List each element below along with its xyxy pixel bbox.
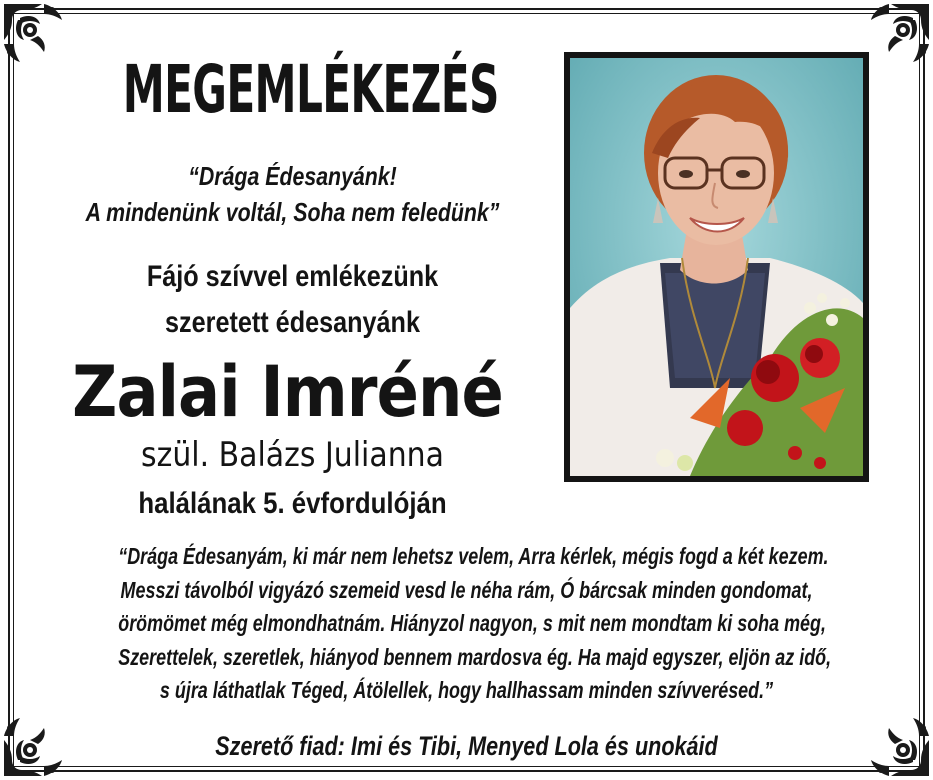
deceased-name: Zalai Imréné bbox=[72, 351, 503, 433]
poem-line: Szerettelek, szeretlek, hiányod bennem mardosva ég. Ha majd egyszer, eljön az idő, bbox=[118, 643, 832, 670]
anniversary-text: halálának 5. évfordulóján bbox=[138, 487, 447, 520]
poem-line: örömömet még elmondhatnám. Hiányzol nagyon, s mit nem mondtam ki soha még, bbox=[118, 610, 826, 636]
family-signoff: Szerető fiad: Imi és Tibi, Menyed Lola és unokáid bbox=[215, 731, 718, 761]
memorial-poem bbox=[20, 540, 913, 708]
intro-line: szeretett édesanyánk bbox=[165, 306, 420, 339]
ornamental-corner-icon bbox=[0, 700, 80, 780]
ornamental-corner-icon bbox=[0, 0, 80, 80]
poem-line: s újra láthatlak Téged, Átölellek, hogy hallhassam minden szívverésed.” bbox=[159, 677, 774, 703]
intro-line: Fájó szívvel emlékezünk bbox=[146, 260, 439, 293]
intro-text bbox=[64, 254, 522, 346]
opening-quote-line: “Drága Édesanyánk! bbox=[188, 161, 397, 191]
opening-quote-line: A mindenünk voltál, Soha nem feledünk” bbox=[85, 197, 500, 227]
portrait-illustration bbox=[570, 58, 863, 476]
poem-line: “Drága Édesanyám, ki már nem lehetsz velem, Arra kérlek, mégis fogd a két kezem. bbox=[118, 543, 829, 569]
portrait-photo bbox=[564, 52, 869, 482]
opening-quote bbox=[69, 158, 516, 230]
ornamental-corner-icon bbox=[853, 700, 933, 780]
page-title: MEGEMLÉKEZÉS bbox=[122, 51, 499, 128]
poem-line: Messzi távolból vigyázó szemeid vesd le néha rám, Ó bárcsak minden gondomat, bbox=[120, 576, 813, 603]
birth-name: szül. Balázs Julianna bbox=[141, 435, 444, 475]
